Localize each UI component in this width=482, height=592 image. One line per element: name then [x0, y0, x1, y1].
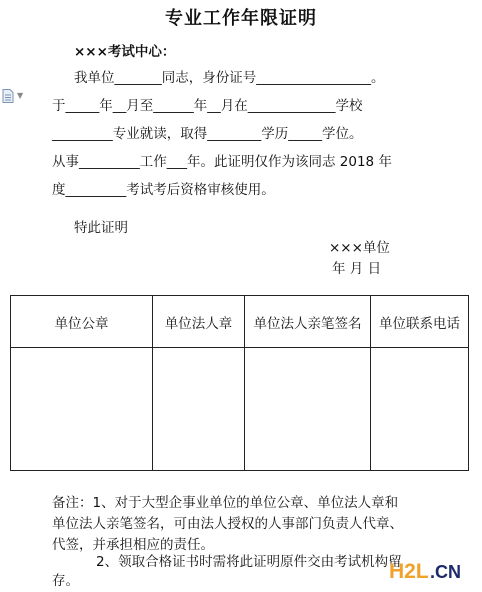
table-row: [11, 348, 469, 471]
addressee: ×××考试中心：: [74, 44, 176, 60]
body-line-2: 于_____年__月至______年__月在_____________学校: [52, 98, 363, 114]
note-line-2: 单位法人亲笔签名，可由法人授权的人事部门负责人代章、: [52, 516, 403, 532]
seal-signature-table: [10, 295, 469, 471]
body-line-1: 我单位_______同志，身份证号_________________。: [74, 70, 385, 86]
body-line-4: 从事_________工作___年。此证明仅作为该同志 2018 年: [52, 154, 392, 170]
issuing-unit: ×××单位: [329, 240, 390, 256]
cell-legal-person-signature[interactable]: [245, 348, 371, 471]
note-line-4: 2、领取合格证书时需将此证明原件交由考试机构留: [96, 554, 402, 570]
watermark-logo-cn: .CN: [430, 562, 461, 582]
watermark-logo-h2l: H2L: [389, 560, 429, 583]
page-title: 专业工作年限证明: [165, 8, 317, 29]
note-line-5: 存。: [52, 573, 79, 589]
note-line-3: 代签，并承担相应的责任。: [52, 537, 214, 553]
table-header-row: [11, 296, 469, 348]
header-legal-person-seal: 单位法人章: [153, 296, 245, 348]
chevron-down-icon[interactable]: ▼: [17, 91, 24, 100]
header-legal-person-signature: 单位法人亲笔签名: [245, 296, 371, 348]
cell-unit-seal[interactable]: [11, 348, 153, 471]
header-unit-seal: 单位公章: [11, 296, 153, 348]
body-line-5: 度_________考试考后资格审核使用。: [52, 182, 275, 198]
cell-contact-phone[interactable]: [371, 348, 469, 471]
cell-legal-person-seal[interactable]: [153, 348, 245, 471]
hereby-certify: 特此证明: [74, 220, 128, 236]
header-contact-phone: 单位联系电话: [371, 296, 469, 348]
issue-date: 年 月 日: [332, 261, 382, 277]
document-icon[interactable]: [2, 89, 14, 103]
body-line-3: _________专业就读，取得________学历_____学位。: [52, 126, 363, 142]
note-line-1: 备注：1、对于大型企事业单位的单位公章、单位法人章和: [52, 495, 399, 511]
